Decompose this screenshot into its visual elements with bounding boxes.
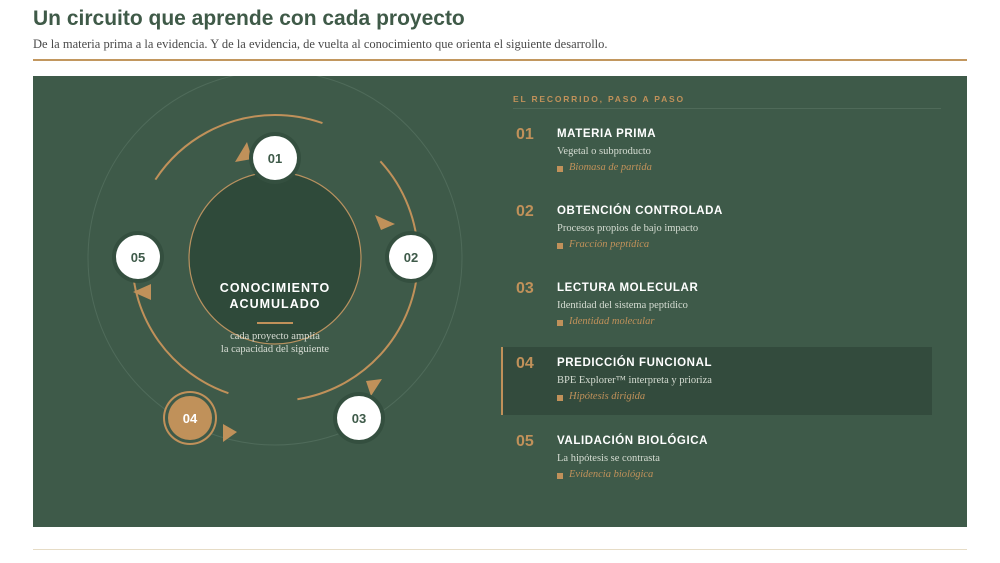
step-tag: Evidencia biológica [569, 469, 654, 480]
step-tag: Identidad molecular [569, 316, 655, 327]
step-description: BPE Explorer™ interpreta y prioriza [557, 375, 712, 386]
cycle-node-02[interactable]: 02 [389, 235, 433, 279]
inner-disc [189, 172, 361, 344]
step-item-02[interactable] [501, 201, 930, 269]
cycle-arrow-2 [375, 215, 395, 230]
step-title: MATERIA PRIMA [557, 128, 657, 140]
step-number: 01 [516, 126, 534, 143]
step-number: 04 [516, 355, 534, 372]
square-bullet-icon [557, 243, 563, 249]
step-number: 03 [516, 280, 534, 297]
step-tag: Hipótesis dirigida [569, 391, 646, 402]
step-number: 02 [516, 203, 534, 220]
step-title: PREDICCIÓN FUNCIONAL [557, 357, 713, 369]
step-tag: Biomasa de partida [569, 162, 652, 173]
step-title: VALIDACIÓN BIOLÓGICA [557, 435, 709, 447]
step-description: Identidad del sistema peptídico [557, 300, 688, 311]
center-title: CONOCIMIENTO ACUMULADO [219, 281, 331, 311]
step-tag: Fracción peptídica [569, 239, 650, 250]
main-panel [33, 76, 967, 527]
page-subtitle: De la materia prima a la evidencia. Y de la evidencia, de vuelta al conocimiento que orienta el siguiente desarrollo. [33, 37, 608, 51]
cycle-node-01[interactable]: 01 [253, 136, 297, 180]
cycle-arrow-3 [366, 379, 382, 396]
square-bullet-icon [557, 395, 563, 401]
cycle-node-03[interactable]: 03 [337, 396, 381, 440]
center-caption: cada proyecto amplía la capacidad del siguiente [220, 331, 330, 355]
title-divider [33, 59, 967, 61]
footer-divider [33, 549, 967, 550]
step-item-01[interactable] [501, 124, 930, 192]
cycle-arrow-1 [235, 142, 252, 162]
square-bullet-icon [557, 473, 563, 479]
step-description: Procesos propios de bajo impacto [557, 223, 699, 234]
steps-header-divider [513, 108, 941, 109]
step-item-04[interactable] [501, 347, 932, 415]
step-description: La hipótesis se contrasta [557, 453, 660, 464]
step-description: Vegetal o subproducto [557, 146, 651, 157]
page-title: Un circuito que aprende con cada proyecto [33, 7, 465, 30]
cycle-node-05[interactable]: 05 [116, 235, 160, 279]
square-bullet-icon [557, 320, 563, 326]
step-item-05[interactable] [501, 431, 930, 499]
steps-header: EL RECORRIDO, PASO A PASO [513, 94, 685, 104]
step-title: LECTURA MOLECULAR [557, 282, 699, 294]
center-divider [257, 322, 293, 324]
cycle-node-04[interactable]: 04 [168, 396, 212, 440]
step-item-03[interactable] [501, 278, 930, 346]
step-number: 05 [516, 433, 534, 450]
step-title: OBTENCIÓN CONTROLADA [557, 205, 723, 217]
square-bullet-icon [557, 166, 563, 172]
